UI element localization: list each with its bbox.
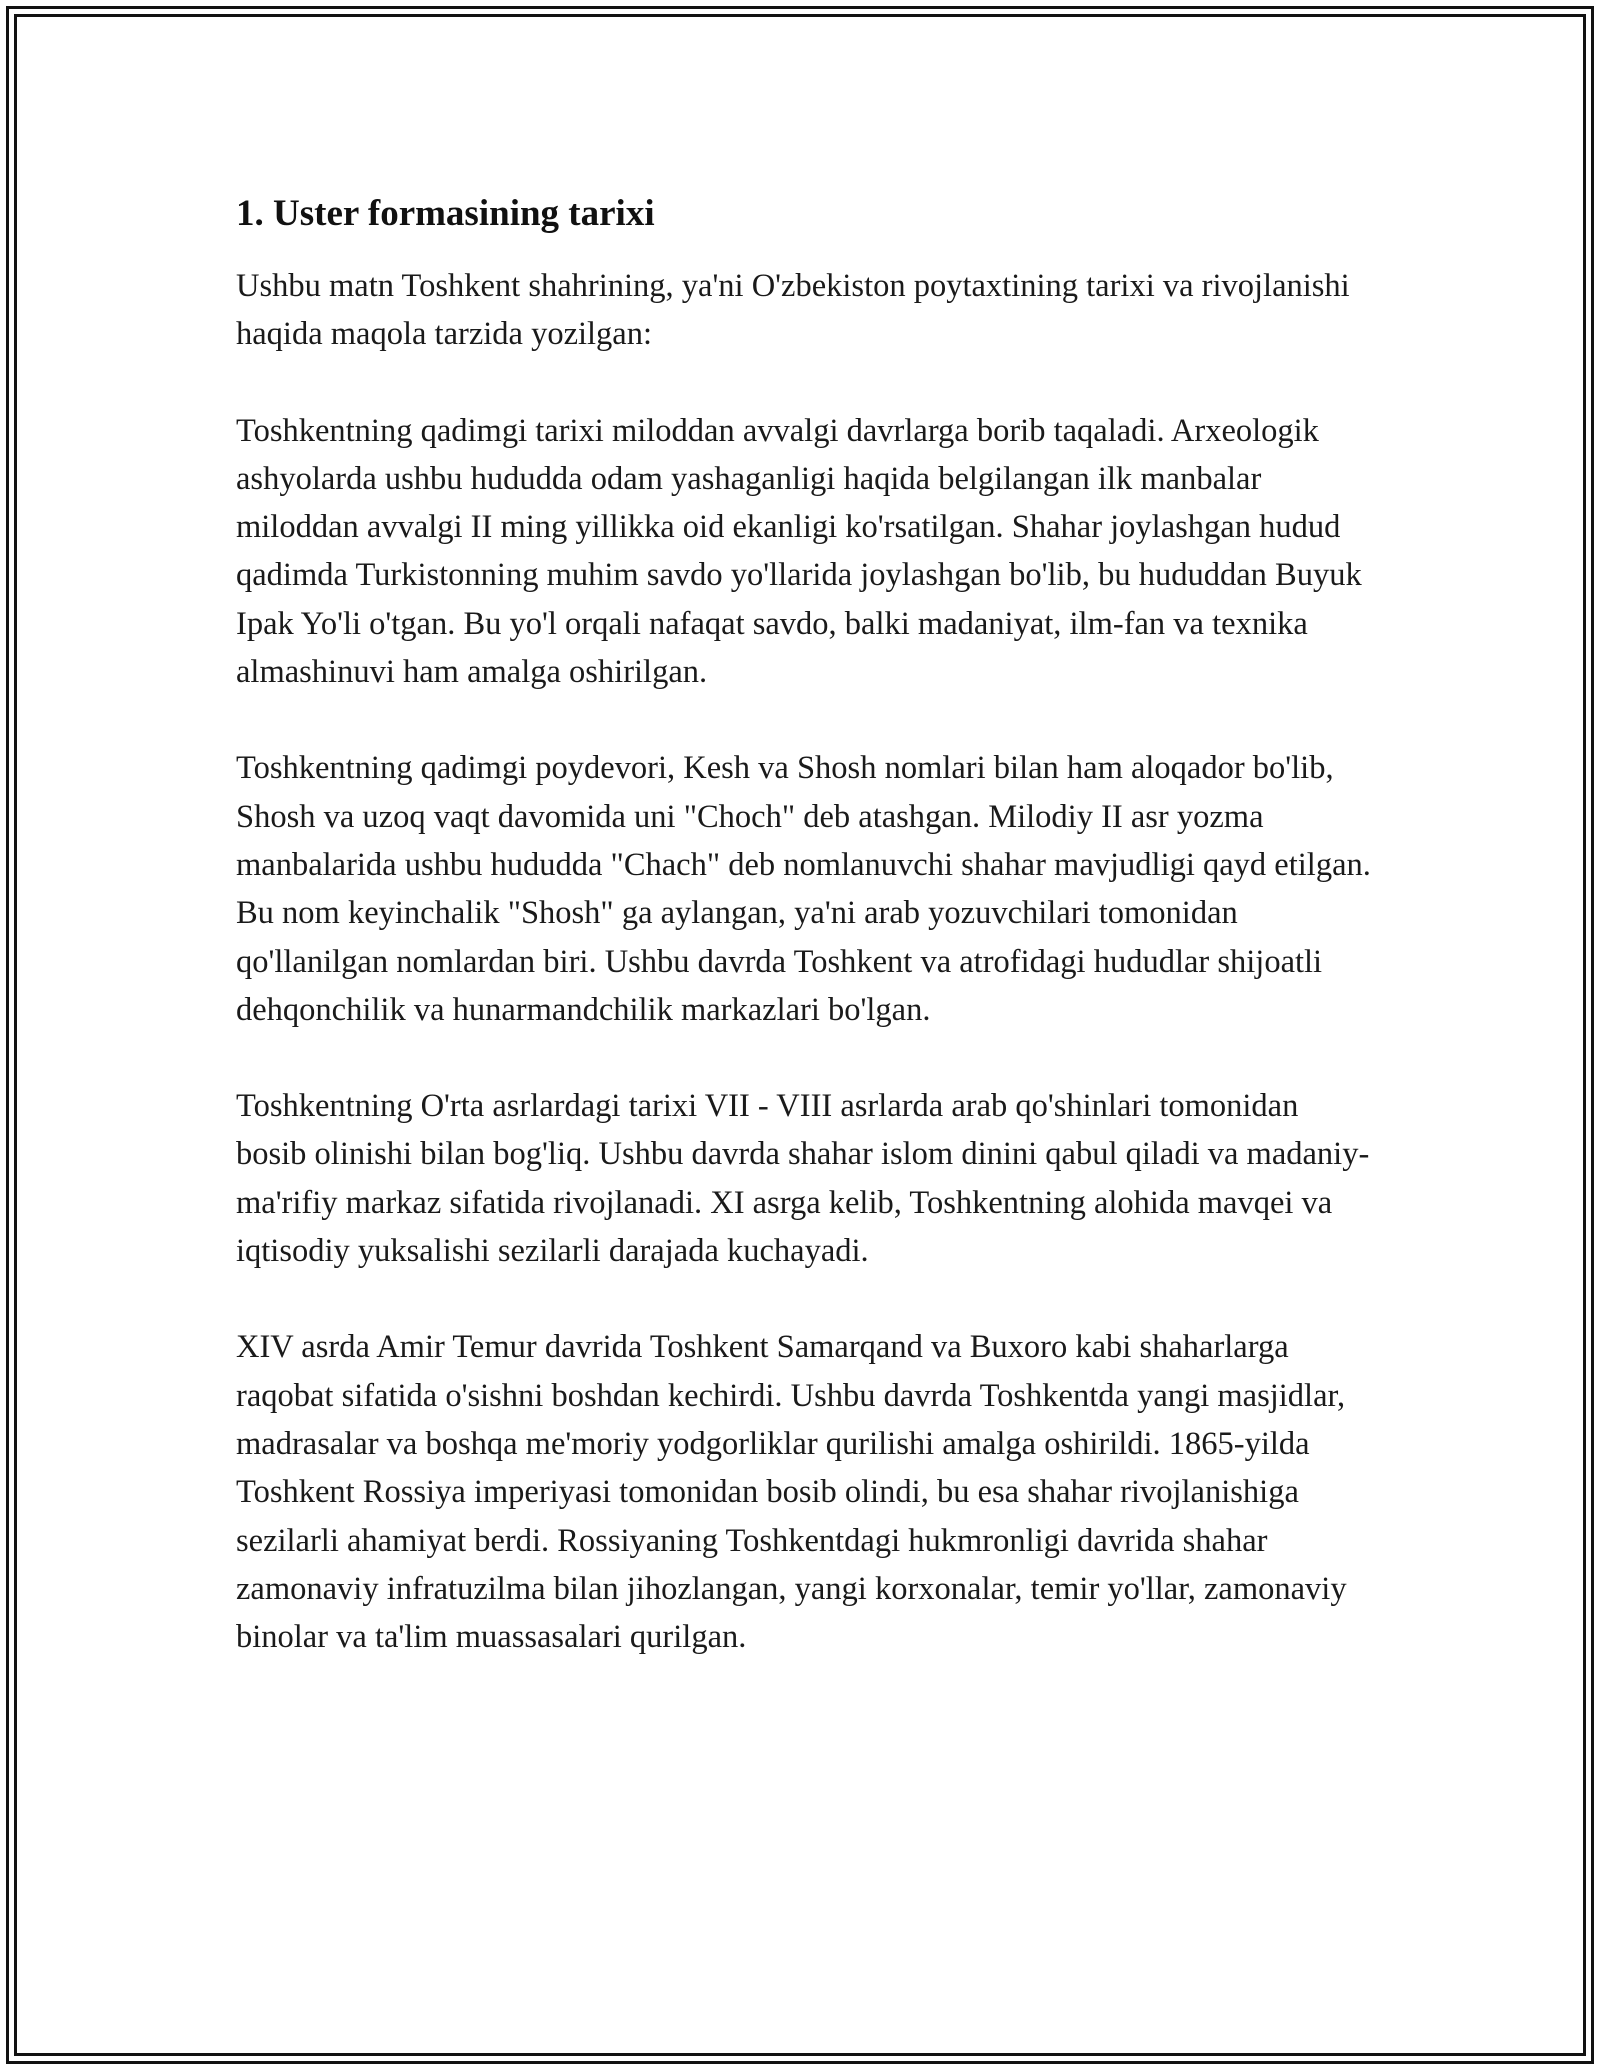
document-body [236,190,1376,1709]
shosh-chach-paragraph: Toshkentning qadimgi poydevori, Kesh va Shosh nomlari bilan ham aloqador bo'lib, Shosh va uzoq vaqt davomida uni "Choch" deb atashgan. Milodiy II asr yozma manbalarida ushbu hududda "Chach" deb nomlanuvchi shahar mavjudligi qayd etilgan. Bu nom keyinchalik "Shosh" ga aylangan, ya'ni arab yozuvchilari tomonidan qo'llanilgan nomlardan biri. Ushbu davrda Toshkent va atrofidagi hududlar shijoatli dehqonchilik va hunarmandchilik markazlari bo'lgan. [236,750,1371,1028]
intro-paragraph: Ushbu matn Toshkent shahrining, ya'ni O'zbekiston poytaxtining tarixi va rivojlanishi haqida maqola tarzida yozilgan: [236,268,1350,353]
ancient-history-paragraph: Toshkentning qadimgi tarixi miloddan avvalgi davrlarga borib taqaladi. Arxeologik ashyolarda ushbu hududda odam yashaganligi haqida belgilangan ilk manbalar miloddan avvalgi II ming yillikka oid ekanligi ko'rsatilgan. Shahar joylashgan hudud qadimda Turkistonning muhim savdo yo'llarida joylashgan bo'lib, bu hududdan Buyuk Ipak Yo'li o'tgan. Bu yo'l orqali nafaqat savdo, balki madaniyat, ilm-fan va texnika almashinuvi ham amalga oshirilgan. [236,412,1362,691]
temur-russian-era-paragraph: XIV asrda Amir Temur davrida Toshkent Samarqand va Buxoro kabi shaharlarga raqobat sifatida o'sishni boshdan kechirdi. Ushbu davrda Toshkentda yangi masjidlar, madrasalar va boshqa me'moriy yodgorliklar qurilishi amalga oshirildi. 1865-yilda Toshkent Rossiya imperiyasi tomonidan bosib olindi, bu esa shahar rivojlanishiga sezilarli ahamiyat berdi. Rossiyaning Toshkentdagi hukmronligi davrida shahar zamonaviy infratuzilma bilan jihozlangan, yangi korxonalar, temir yo'llar, zamonaviy binolar va ta'lim muassasalari qurilgan. [236,1329,1347,1656]
section-heading: 1. Uster formasining tarixi [236,193,655,234]
medieval-history-paragraph: Toshkentning O'rta asrlardagi tarixi VII - VIII asrlarda arab qo'shinlari tomonidan bosib olinishi bilan bog'liq. Ushbu davrda shahar islom dinini qabul qiladi va madaniy-ma'rifiy markaz sifatida rivojlanadi. XI asrga kelib, Toshkentning alohida mavqei va iqtisodiy yuksalishi sezilarli darajada kuchayadi. [236,1088,1370,1270]
